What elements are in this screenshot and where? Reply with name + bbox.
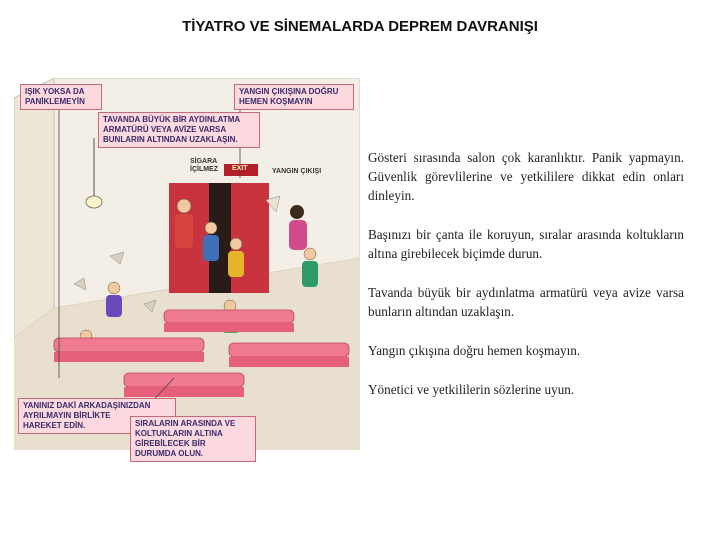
instruction-list — [368, 148, 684, 419]
exit-sign: EXIT — [232, 165, 248, 172]
instruction-paragraph: Yönetici ve yetkililerin sözlerine uyun. — [368, 382, 575, 397]
callout-stay-with-companion: YANINIZ DAKİ ARKADAŞINIZDAN AYRILMAYIN BİRLİKTE HAREKET EDİN. — [18, 398, 176, 434]
instruction-paragraph: Tavanda büyük bir aydınlatma armatürü veya avize varsa bunların altından uzaklaşın. — [368, 285, 684, 319]
callout-no-panic-in-dark: IŞIK YOKSA DA PANİKLEMEYİN — [20, 84, 102, 110]
no-smoking-sign: SİGARA İÇİLMEZ — [190, 158, 218, 173]
instruction-paragraph: Başınızı bir çanta ile koruyun, sıralar arasında koltukların altına girebilecek biçimde durun. — [368, 227, 684, 261]
fire-exit-label: YANGIN ÇIKIŞI — [272, 168, 322, 175]
instruction-paragraph: Yangın çıkışına doğru hemen koşmayın. — [368, 343, 581, 358]
callout-do-not-run-to-exit: YANGIN ÇIKIŞINA DOĞRU HEMEN KOŞMAYIN — [234, 84, 354, 110]
earthquake-theater-illustration — [14, 78, 360, 458]
instruction-paragraph: Gösteri sırasında salon çok karanlıktır. Panik yapmayın. Güvenlik görevlilerine ve yetkililere dikkat edin onları dinleyin. — [368, 150, 684, 203]
callout-get-between-seats: SIRALARIN ARASINDA VE KOLTUKLARIN ALTINA GİREBİLECEK BİR DURUMDA OLUN. — [130, 416, 256, 462]
page-title: TİYATRO VE SİNEMALARDA DEPREM DAVRANIŞI — [182, 18, 538, 35]
callout-move-away-from-chandelier: TAVANDA BÜYÜK BİR AYDINLATMA ARMATÜRÜ VEYA AVİZE VARSA BUNLARIN ALTINDAN UZAKLAŞIN. — [98, 112, 260, 148]
